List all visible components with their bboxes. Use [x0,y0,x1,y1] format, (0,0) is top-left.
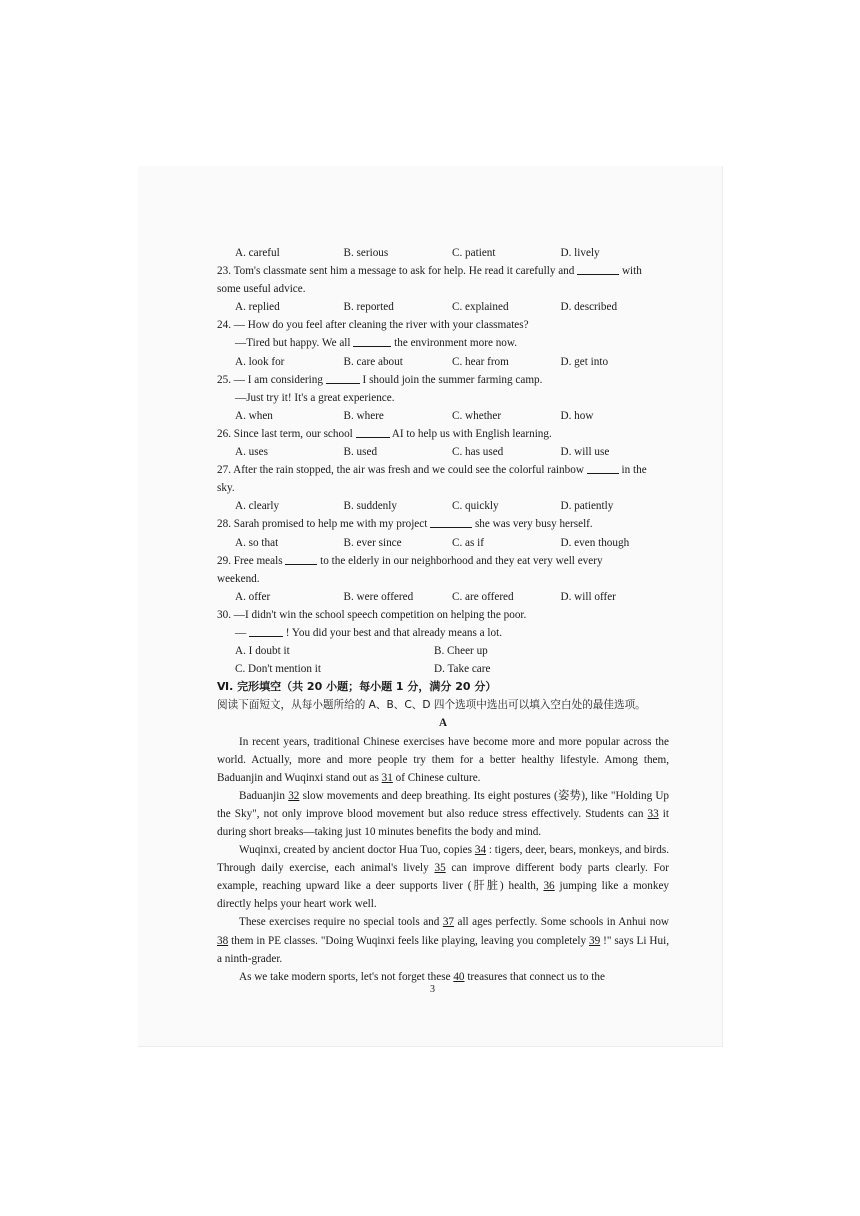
option: C. are offered [452,590,514,603]
section-instruction: 阅读下面短文，从每小题所给的 A、B、C、D 四个选项中选出可以填入空白处的最佳选项。 [217,699,646,712]
option: C. as if [452,536,485,549]
cloze-blank-40: 40 [453,970,465,983]
option: B. serious [343,247,389,259]
q25-reply: —Just try it! It's a great experience. [235,391,395,404]
option: C. patient [452,247,496,259]
option: A. replied [235,301,280,314]
q23-options [217,298,669,316]
cloze-blank-39: 39 [589,934,601,947]
q28-stem: 28. Sarah promised to help me with my project she was very busy herself. [217,515,669,533]
q23-stem: 23. Tom's classmate sent him a message to ask for help. He read it carefully and with [217,262,669,280]
passage-paragraph-3: Wuqinxi, created by ancient doctor Hua Tuo, copies 34 : tigers, deer, bears, monkeys, and birds. Through daily exercise, each animal's lively 35 can improve different body parts clearly. For example, reaching upward like a deer supports liver (肝脏) health, 36 jumping like a monkey directly helps your heart work well. [217,844,670,911]
option: B. Cheer up [434,645,488,658]
passage-paragraph-2: Baduanjin 32 slow movements and deep breathing. Its eight postures (姿势), like "Holding Up the Sky", not only improve blood movement but also reduce stress effectively. Students can 33 it during short breaks—taking just 10 minutes benefits the body and mind. [217,789,670,838]
option: D. will use [560,446,610,459]
option: D. lively [560,247,600,259]
option: C. has used [452,446,504,459]
page-number: 3 [430,984,435,995]
option: B. ever since [343,536,402,549]
q29-stem: 29. Free meals to the elderly in our neighborhood and they eat very well every [217,552,669,570]
q26-stem: 26. Since last term, our school AI to help us with English learning. [217,425,669,443]
q30-stem: 30. —I didn't win the school speech competition on helping the poor. [217,608,527,621]
q30-options-row1 [217,642,669,660]
option: A. when [235,409,273,422]
q27-options [217,497,669,515]
answer-blank [326,371,360,384]
q29-stem-cont: weekend. [217,572,260,585]
option: B. care about [343,355,403,368]
q30-reply: — ! You did your best and that already means a lot. [217,624,669,642]
passage-paragraph-1: In recent years, traditional Chinese exercises have become more and more popular across the world. Actually, more and more people try them for a better healthy lifestyle. Among them, Baduanjin and Wuqinxi stand out as 31 of Chinese culture. [217,735,669,784]
q26-options [217,443,669,461]
passage-label: A [438,717,448,730]
option: D. get into [560,355,609,368]
q25-options [217,407,669,425]
option: D. will offer [560,590,616,603]
option: D. described [560,301,618,314]
option: B. reported [343,301,394,314]
option: B. suddenly [343,500,397,513]
cloze-blank-34: 34 [474,844,487,857]
option: A. I doubt it [235,645,290,658]
option: C. whether [452,409,502,422]
option: A. uses [235,446,268,459]
option: B. used [343,446,378,459]
cloze-blank-31: 31 [381,771,393,784]
cloze-blank-37: 37 [442,916,455,929]
passage-paragraph-5: As we take modern sports, let's not forget these 40 treasures that connect us to the [239,970,605,983]
answer-blank [285,552,317,565]
answer-blank [353,334,391,347]
option: C. explained [452,301,509,314]
option: D. Take care [434,663,491,676]
option: A. so that [235,536,279,549]
q24-options [217,353,669,371]
section-title: Ⅵ. 完形填空（共 20 小题；每小题 1 分，满分 20 分） [217,680,497,694]
option: C. hear from [452,355,509,368]
option: A. offer [235,590,271,603]
option: D. patiently [560,500,614,513]
q24-reply: —Tired but happy. We all the environment more now. [217,334,669,352]
exam-content [217,244,669,986]
option: A. clearly [235,500,280,513]
option: A. careful [235,247,280,259]
q25-stem: 25. — I am considering I should join the summer farming camp. [217,371,669,389]
cloze-blank-35: 35 [434,862,446,875]
cloze-blank-32: 32 [288,789,300,802]
option: D. how [560,409,594,422]
cloze-blank-38: 38 [217,934,229,947]
q28-options [217,534,669,552]
q23-stem-cont: some useful advice. [217,283,306,296]
passage-paragraph-4: These exercises require no special tools and 37 all ages perfectly. Some schools in Anhui now 38 them in PE classes. "Doing Wuqinxi feels like playing, leaving you completely 39 !" says Li Hui, a ninth-grader. [217,916,670,965]
q29-options [217,588,669,606]
option: B. were offered [343,590,414,603]
option: C. quickly [452,500,499,513]
answer-blank [587,461,619,474]
option: D. even though [560,536,630,549]
q27-stem: 27. After the rain stopped, the air was fresh and we could see the colorful rainbow in the [217,461,669,479]
answer-blank [430,515,472,528]
answer-blank [356,425,390,438]
cloze-blank-36: 36 [543,880,555,893]
q27-stem-cont: sky. [217,482,235,495]
option: C. Don't mention it [235,663,321,676]
answer-blank [577,262,619,275]
q24-stem: 24. — How do you feel after cleaning the river with your classmates? [217,319,529,332]
option: B. where [343,409,384,422]
cloze-blank-33: 33 [647,807,659,820]
answer-blank [249,624,283,637]
option: A. look for [235,355,285,368]
q22-options [217,244,669,262]
q30-options-row2 [217,660,669,678]
